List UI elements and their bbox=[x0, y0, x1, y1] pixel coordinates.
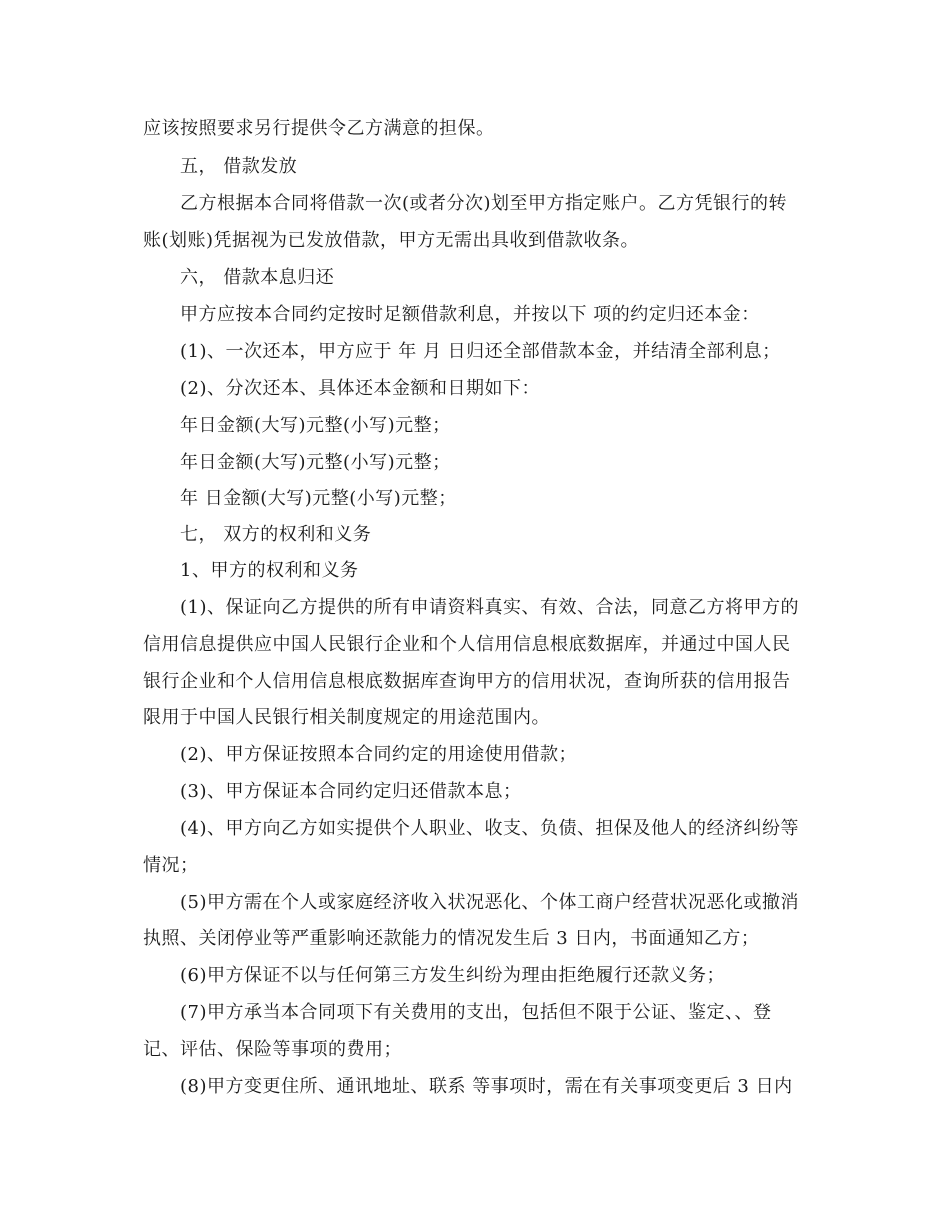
text-line: (1)、保证向乙方提供的所有申请资料真实、有效、合法，同意乙方将甲方的 bbox=[180, 597, 799, 618]
section-heading-6: 六， 借款本息归还 bbox=[180, 267, 335, 288]
text-line: 执照、关闭停业等严重影响还款能力的情况发生后 3 日内，书面通知乙方； bbox=[143, 928, 760, 949]
text-line: (7)甲方承当本合同项下有关费用的支出，包括但不限于公证、鉴定、、登 bbox=[180, 1002, 772, 1023]
sub-heading: 1、甲方的权利和义务 bbox=[180, 560, 359, 581]
text-line: (2)、甲方保证按照本合同约定的用途使用借款； bbox=[180, 744, 577, 765]
text-line: 账(划账)凭据视为已发放借款，甲方无需出具收到借款收条。 bbox=[143, 230, 640, 251]
text-line: (8)甲方变更住所、通讯地址、联系 等事项时，需在有关事项变更后 3 日内 bbox=[180, 1076, 793, 1097]
text-line: (6)甲方保证不以与任何第三方发生纠纷为理由拒绝履行还款义务； bbox=[180, 965, 725, 986]
text-line: 年日金额(大写)元整(小写)元整； bbox=[180, 415, 451, 436]
text-line: 限用于中国人民银行相关制度规定的用途范围内。 bbox=[143, 707, 550, 728]
text-line: 甲方应按本合同约定按时足额借款利息，并按以下 项的约定归还本金： bbox=[180, 304, 760, 325]
text-line: (1)、一次还本，甲方应于 年 月 日归还全部借款本金，并结清全部利息； bbox=[180, 341, 781, 362]
text-line: (5)甲方需在个人或家庭经济收入状况恶化、个体工商户经营状况恶化或撤消 bbox=[180, 892, 799, 913]
text-line: 情况； bbox=[143, 855, 199, 876]
text-line: (3)、甲方保证本合同约定归还借款本息； bbox=[180, 781, 522, 802]
text-line: 乙方根据本合同将借款一次(或者分次)划至甲方指定账户。乙方凭银行的转 bbox=[180, 193, 788, 214]
text-line: 应该按照要求另行提供令乙方满意的担保。 bbox=[143, 118, 495, 139]
text-line: 年日金额(大写)元整(小写)元整； bbox=[180, 452, 451, 473]
text-line: (4)、甲方向乙方如实提供个人职业、收支、负债、担保及他人的经济纠纷等 bbox=[180, 818, 799, 839]
text-line: (2)、分次还本、具体还本金额和日期如下： bbox=[180, 378, 540, 399]
text-line: 信用信息提供应中国人民银行企业和个人信用信息根底数据库，并通过中国人民 bbox=[143, 634, 791, 655]
text-line: 记、评估、保险等事项的费用； bbox=[143, 1039, 402, 1060]
text-line: 银行企业和个人信用信息根底数据库查询甲方的信用状况，查询所获的信用报告 bbox=[143, 671, 791, 692]
section-heading-7: 七， 双方的权利和义务 bbox=[180, 524, 372, 545]
text-line: 年 日金额(大写)元整(小写)元整； bbox=[180, 488, 457, 509]
section-heading-5: 五， 借款发放 bbox=[180, 156, 298, 177]
